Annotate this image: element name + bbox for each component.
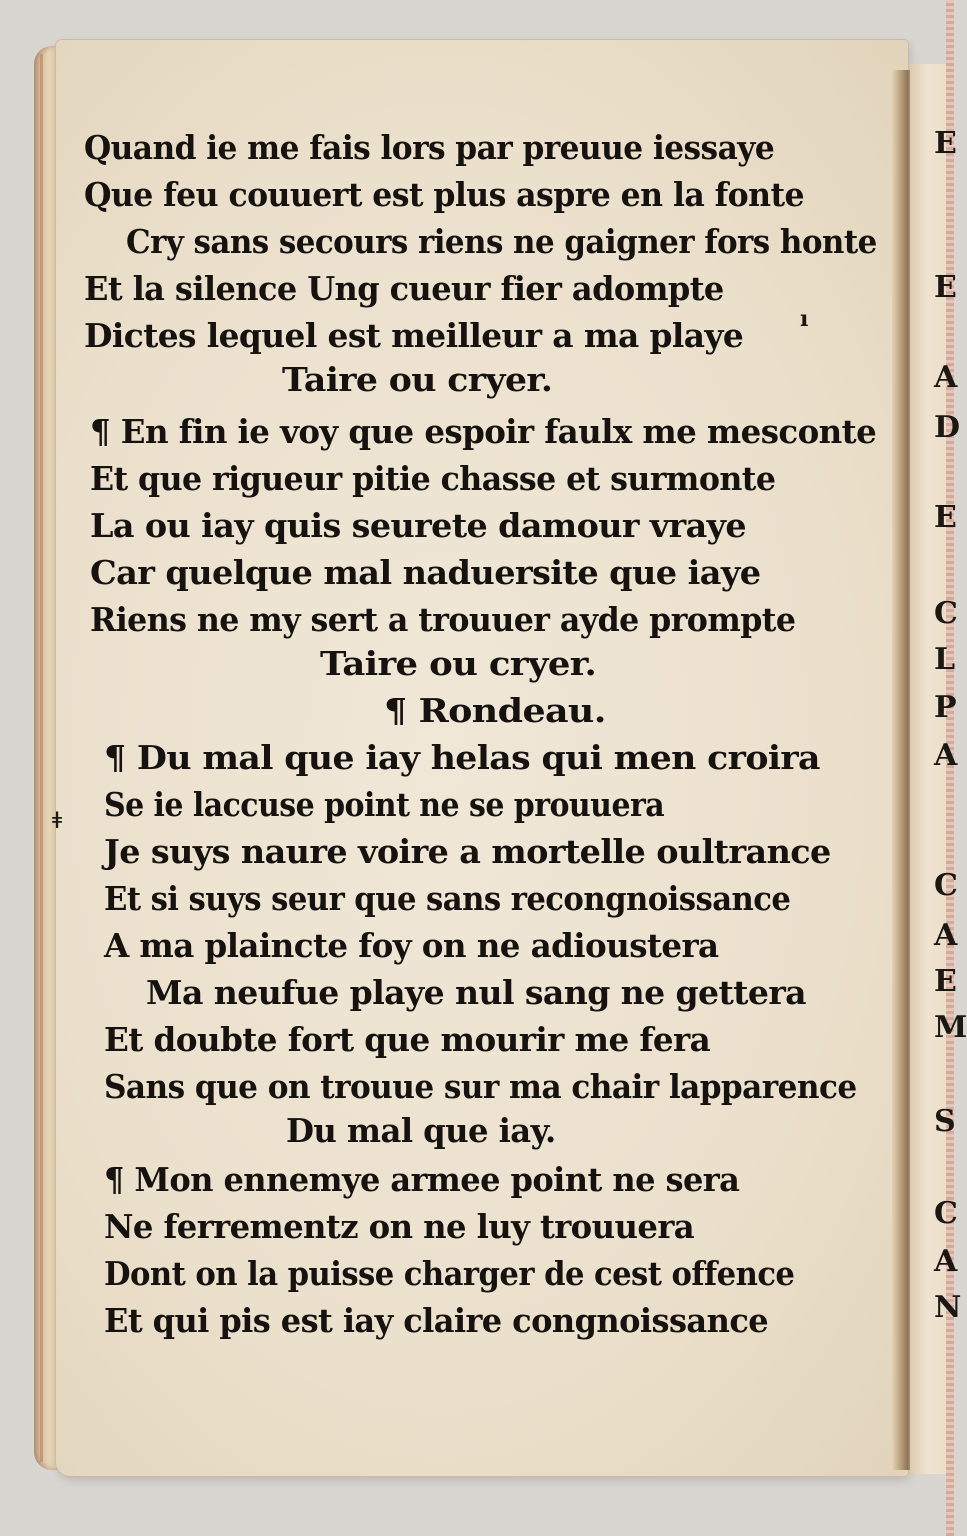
refrain-line	[320, 644, 596, 684]
verse-line	[90, 459, 775, 499]
verse-line	[90, 506, 746, 546]
paragraph-mark: ¶	[384, 691, 407, 730]
facing-initial: A	[934, 918, 958, 953]
verse-line	[90, 600, 795, 640]
line-text: Rondeau.	[418, 691, 606, 730]
facing-initial: C	[934, 1196, 958, 1231]
facing-initial: L	[934, 642, 956, 677]
line-text: Que feu couuert est plus aspre en la fonte	[84, 175, 804, 214]
verse-line	[146, 973, 806, 1013]
line-text: Et que rigueur pitie chasse et surmonte	[90, 459, 776, 498]
verse-line	[104, 1254, 794, 1294]
line-text: Taire ou cryer.	[320, 644, 597, 683]
verse-line	[104, 785, 664, 825]
paragraph-mark: ¶	[90, 412, 111, 451]
facing-initial: S	[934, 1104, 956, 1139]
line-text: Du mal que iay helas qui men croira	[136, 738, 820, 777]
facing-initial: P	[934, 690, 957, 725]
refrain-line	[282, 360, 552, 400]
verse-line	[84, 269, 724, 309]
line-text: Du mal que iay.	[286, 1111, 556, 1150]
facing-initial: N	[934, 1290, 962, 1325]
line-text: Et qui pis est iay claire congnoissance	[104, 1301, 769, 1340]
line-text: Ne ferrementz on ne luy trouuera	[104, 1207, 695, 1246]
facing-initial: A	[934, 738, 958, 773]
verse-line	[90, 553, 761, 593]
verse-line	[104, 926, 719, 966]
verse-line	[84, 175, 804, 215]
facing-initial: E	[934, 500, 957, 535]
facing-initial: D	[934, 410, 961, 445]
facing-initial: A	[934, 1244, 958, 1279]
line-text: Dont on la puisse charger de cest offence	[104, 1254, 795, 1293]
line-text: Mon ennemye armee point ne sera	[134, 1160, 740, 1199]
verse-line	[104, 879, 790, 919]
line-text: Riens ne my sert a trouuer ayde prompte	[90, 600, 796, 639]
facing-initial: M	[934, 1010, 967, 1045]
verse-line	[104, 832, 831, 872]
line-text: En fin ie voy que espoir faulx me mesconte	[120, 412, 877, 451]
margin-mark: ı	[800, 306, 809, 332]
margin-mark: ǂ	[52, 808, 63, 834]
verse-line	[104, 1067, 857, 1107]
verse-line	[104, 1160, 739, 1200]
line-text: Dictes lequel est meilleur a ma playe	[84, 316, 744, 355]
verse-line	[126, 222, 877, 262]
verse-line	[104, 1301, 768, 1341]
refrain-line	[286, 1111, 556, 1151]
facing-initial: E	[934, 964, 957, 999]
section-heading	[384, 691, 606, 731]
line-text: Se ie laccuse point ne se prouuera	[104, 785, 665, 824]
line-text: La ou iay quis seurete damour vraye	[90, 506, 747, 545]
facing-initial: E	[934, 270, 957, 305]
line-text: Je suys naure voire a mortelle oultrance	[104, 832, 831, 871]
line-text: Et si suys seur que sans recongnoissance	[104, 879, 791, 918]
line-text: Sans que on trouue sur ma chair lapparence	[104, 1067, 857, 1106]
paragraph-mark: ¶	[104, 738, 126, 777]
line-text: Et la silence Ung cueur fier adompte	[84, 269, 724, 308]
facing-initial: C	[934, 596, 958, 631]
paragraph-mark: ¶	[104, 1160, 124, 1199]
line-text: Cry sans secours riens ne gaigner fors honte	[126, 222, 877, 261]
line-text: Et doubte fort que mourir me fera	[104, 1020, 711, 1059]
verse-line	[104, 1020, 710, 1060]
line-text: Taire ou cryer.	[282, 360, 553, 399]
verse-line	[90, 412, 876, 452]
verse-line	[104, 738, 820, 778]
verse-line	[84, 128, 774, 168]
line-text: Ma neufue playe nul sang ne gettera	[146, 973, 807, 1012]
facing-initial: A	[934, 360, 958, 395]
verse-line	[104, 1207, 694, 1247]
facing-initial: C	[934, 868, 958, 903]
line-text: Car quelque mal naduersite que iaye	[90, 553, 761, 592]
line-text: A ma plaincte foy on ne adioustera	[104, 926, 719, 965]
verse-line	[84, 316, 743, 356]
line-text: Quand ie me fais lors par preuue iessaye	[84, 128, 775, 167]
facing-initial: E	[934, 126, 957, 161]
